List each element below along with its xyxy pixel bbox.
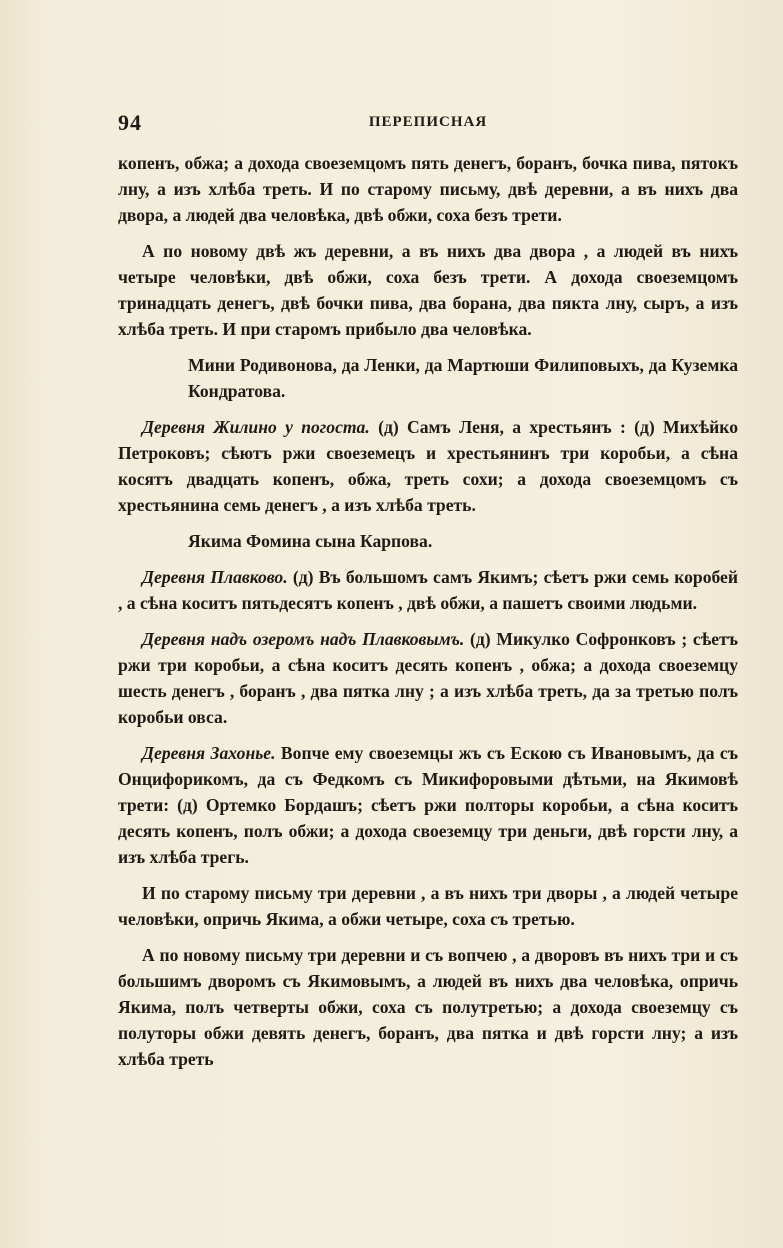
paragraph-text: (д) Въ большомъ самъ Якимъ; сѣетъ ржи семь коробей , а сѣна коситъ пятьдесятъ копенъ , двѣ обжи, а пашетъ своими людьми. [118, 567, 739, 613]
paragraph [118, 414, 738, 518]
paragraph-text: Вопче ему своеземцы жъ съ Ескою съ Ивановымъ, да съ Онцифорикомъ, да съ Федкомъ съ Микифоровыми дѣтьми, на Якимовѣ трети: (д) Ортемко Бордашъ; сѣетъ ржи полторы коробьи, а сѣна коситъ десять копенъ, полъ обжи; а дохода своеземцу три деньги, двѣ горсти лну, а изъ хлѣба трегь. [118, 743, 738, 867]
paragraph [118, 564, 738, 616]
paragraph-text: (д) Микулко Софронковъ ; сѣетъ ржи три коробьи, а сѣна коситъ десять копенъ , обжа; а дохода своеземцу шесть денегъ , боранъ , два пятка лну ; а изъ хлѣба треть, да за третью полъ коробьи овса. [118, 629, 738, 727]
owner-heading [118, 352, 738, 404]
page-number: 94 [118, 110, 142, 135]
paragraph [118, 238, 738, 342]
paragraph [118, 880, 738, 932]
paragraph-text: А по новому письму три деревни и съ вопчею , а дворовъ въ нихъ три и съ большимъ дворомъ съ Якимовымъ, а людей въ нихъ два человѣка, опричь Якима, полъ четверты обжи, соха съ полутретью; а дохода своеземцу съ полуторы обжи девять денегъ, боранъ, два пятка и двѣ горсти лну; а изъ хлѣба треть [118, 945, 738, 1069]
village-name: Деревня Захонье. [142, 743, 276, 763]
paragraph [118, 150, 738, 228]
paragraph-text: Мини Родивонова, да Ленки, да Мартюши Филиповыхъ, да Куземка Кондратова. [188, 355, 738, 401]
village-name: Деревня Жилино у погоста. [142, 417, 370, 437]
paragraph-text: И по старому письму три деревни , а въ нихъ три дворы , а людей четыре человѣки, опричь Якима, а обжи четыре, соха съ третью. [118, 883, 738, 929]
page-header [118, 110, 738, 140]
paragraph [118, 740, 738, 870]
owner-heading [118, 528, 738, 554]
paragraph [118, 626, 738, 730]
paragraph-text: А по новому двѣ жъ деревни, а въ нихъ два двора , а людей въ нихъ четыре человѣки, двѣ обжи, соха безъ трети. А дохода своеземцомъ тринадцать денегъ, двѣ бочки пива, два борана, два пякта лну, сыръ, а изъ хлѣба треть. И при старомъ прибыло два человѣка. [118, 241, 738, 339]
paragraph-text: копенъ, обжа; а дохода своеземцомъ пять денегъ, боранъ, бочка пива, пятокъ лну, а изъ хлѣба треть. И по старому письму, двѣ деревни, а въ нихъ два двора, а людей два человѣка, двѣ обжи, соха безъ трети. [118, 153, 738, 225]
running-head: ПЕРЕПИСНАЯ [368, 114, 488, 130]
village-name: Деревня Плавково. [142, 567, 288, 587]
paragraph-text: Якима Фомина сына Карпова. [188, 531, 433, 551]
body-text [118, 150, 738, 1082]
paragraph [118, 942, 738, 1072]
village-name: Деревня надъ озеромъ надъ Плавковымъ. [142, 629, 465, 649]
paragraph-text: (д) Самъ Леня, а хрестьянъ : (д) Михѣйко Петроковъ; сѣютъ ржи своеземецъ и хрестьянинъ три коробьи, а сѣна косятъ двадцать копенъ, обжа, треть сохи; а дохода своеземцомъ съ хрестьянина семь денегъ , а изъ хлѣба треть. [118, 417, 738, 515]
